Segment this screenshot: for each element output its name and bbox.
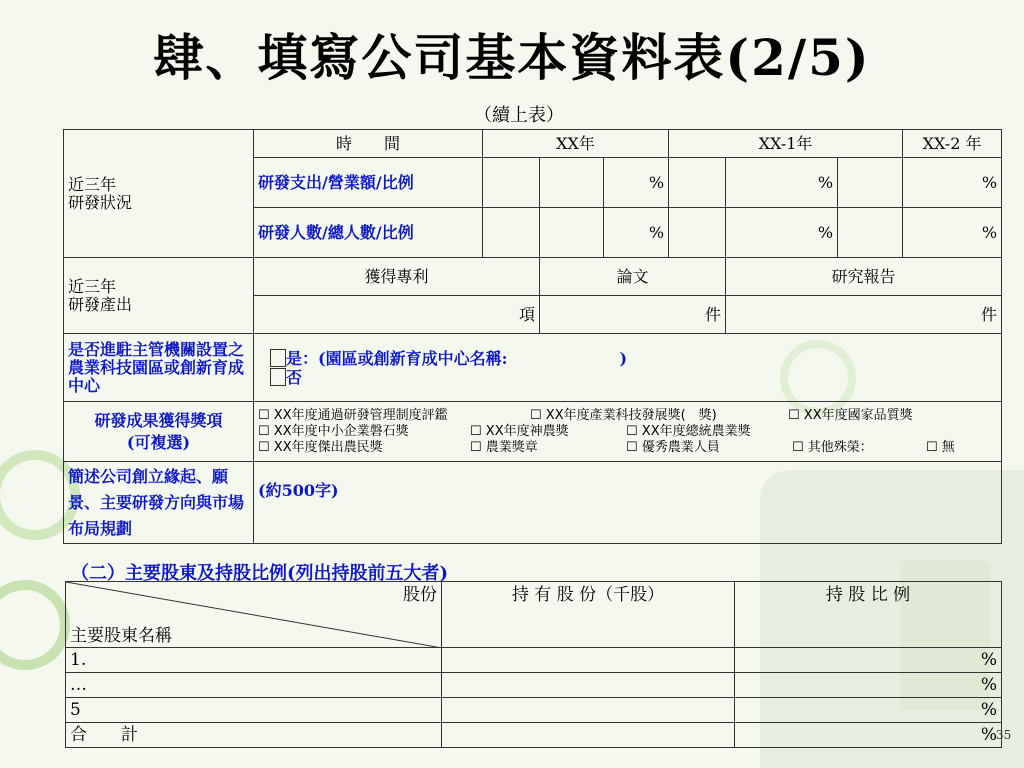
shareholder-name[interactable]: 5 — [66, 698, 442, 723]
percent-cell[interactable]: % — [903, 208, 1002, 258]
page-title: 肆、填寫公司基本資料表(2/5) — [153, 28, 871, 87]
year-header: XX-1年 — [669, 130, 903, 158]
total-label: 合 計 — [66, 723, 442, 748]
continued-note: （續上表） — [474, 105, 564, 126]
rd-expense-label: 研發支出/營業額/比例 — [254, 158, 483, 208]
paper-count-cell[interactable]: 件 — [540, 296, 726, 334]
report-count-cell[interactable]: 件 — [726, 296, 1002, 334]
input-cell[interactable] — [669, 158, 726, 208]
ratio-cell[interactable]: % — [735, 698, 1002, 723]
summary-input[interactable]: (約500字) — [254, 462, 1002, 544]
ratio-cell[interactable]: % — [735, 723, 1002, 748]
input-cell[interactable] — [540, 208, 604, 258]
checkbox-icon[interactable] — [270, 349, 286, 367]
percent-cell[interactable]: % — [726, 158, 838, 208]
input-cell[interactable] — [838, 158, 903, 208]
rd-staff-label: 研發人數/總人數/比例 — [254, 208, 483, 258]
year-header: XX年 — [483, 130, 669, 158]
shareholder-corner-cell — [66, 582, 442, 648]
award-option[interactable]: ☐ XX年度產業科技發展獎( 獎) — [530, 407, 717, 423]
percent-cell[interactable]: % — [604, 158, 669, 208]
year-header: XX-2 年 — [903, 130, 1002, 158]
input-cell[interactable] — [838, 208, 903, 258]
park-no-option[interactable]: 否 — [258, 368, 997, 387]
shareholder-name[interactable]: 1. — [66, 648, 442, 673]
paper-header: 論文 — [540, 258, 726, 296]
section-2-title: （二）主要股東及持股比例(列出持股前五大者) — [71, 563, 449, 584]
percent-cell[interactable]: % — [726, 208, 838, 258]
percent-cell[interactable]: % — [604, 208, 669, 258]
park-label: 是否進駐主管機關設置之農業科技園區或創新育成中心 — [64, 334, 254, 402]
award-option[interactable]: ☐ 優秀農業人員 — [626, 439, 720, 455]
percent-cell[interactable]: % — [903, 158, 1002, 208]
park-options — [254, 334, 1002, 402]
patent-count-cell[interactable]: 項 — [254, 296, 540, 334]
shares-cell[interactable] — [442, 673, 735, 698]
award-option[interactable]: ☐ XX年度通過研發管理制度評鑑 — [258, 407, 448, 423]
corner-shares-label: 股份 — [403, 585, 437, 605]
shares-cell[interactable] — [442, 648, 735, 673]
award-option[interactable]: ☐ XX年度神農獎 — [470, 423, 569, 439]
shareholder-name[interactable]: … — [66, 673, 442, 698]
shareholders-table — [65, 581, 1002, 748]
report-header: 研究報告 — [726, 258, 1002, 296]
award-option[interactable]: ☐ XX年度傑出農民獎 — [258, 439, 383, 455]
shares-cell[interactable] — [442, 698, 735, 723]
ratio-header: 持 股 比 例 — [735, 582, 1002, 648]
park-yes-option[interactable]: 是：(園區或創新育成中心名稱: ) — [258, 349, 997, 368]
company-basic-data-table — [63, 129, 1002, 544]
awards-options — [254, 402, 1002, 462]
shares-header: 持 有 股 份（千股） — [442, 582, 735, 648]
award-option[interactable]: ☐ XX年度中小企業磐石獎 — [258, 423, 409, 439]
input-cell[interactable] — [483, 208, 540, 258]
shares-cell[interactable] — [442, 723, 735, 748]
checkbox-icon[interactable] — [270, 368, 286, 386]
summary-label: 簡述公司創立緣起、願景、主要研發方向與市場布局規劃 — [64, 462, 254, 544]
award-option[interactable]: ☐ 無 — [926, 439, 955, 455]
input-cell[interactable] — [669, 208, 726, 258]
ratio-cell[interactable]: % — [735, 673, 1002, 698]
rd-output-label: 近三年 研發產出 — [64, 258, 254, 334]
awards-label: 研發成果獲得獎項 (可複選) — [64, 402, 254, 462]
corner-name-label: 主要股東名稱 — [70, 626, 172, 646]
input-cell[interactable] — [540, 158, 604, 208]
ratio-cell[interactable]: % — [735, 648, 1002, 673]
time-header: 時 間 — [254, 130, 483, 158]
award-option[interactable]: ☐ XX年度總統農業獎 — [626, 423, 751, 439]
page-number: 35 — [996, 728, 1012, 742]
award-option[interactable]: ☐ 其他殊榮： — [792, 439, 873, 455]
award-option[interactable]: ☐ XX年度國家品質獎 — [788, 407, 913, 423]
patent-header: 獲得專利 — [254, 258, 540, 296]
rd-status-label: 近三年 研發狀況 — [64, 130, 254, 258]
award-option[interactable]: ☐ 農業獎章 — [470, 439, 538, 455]
input-cell[interactable] — [483, 158, 540, 208]
